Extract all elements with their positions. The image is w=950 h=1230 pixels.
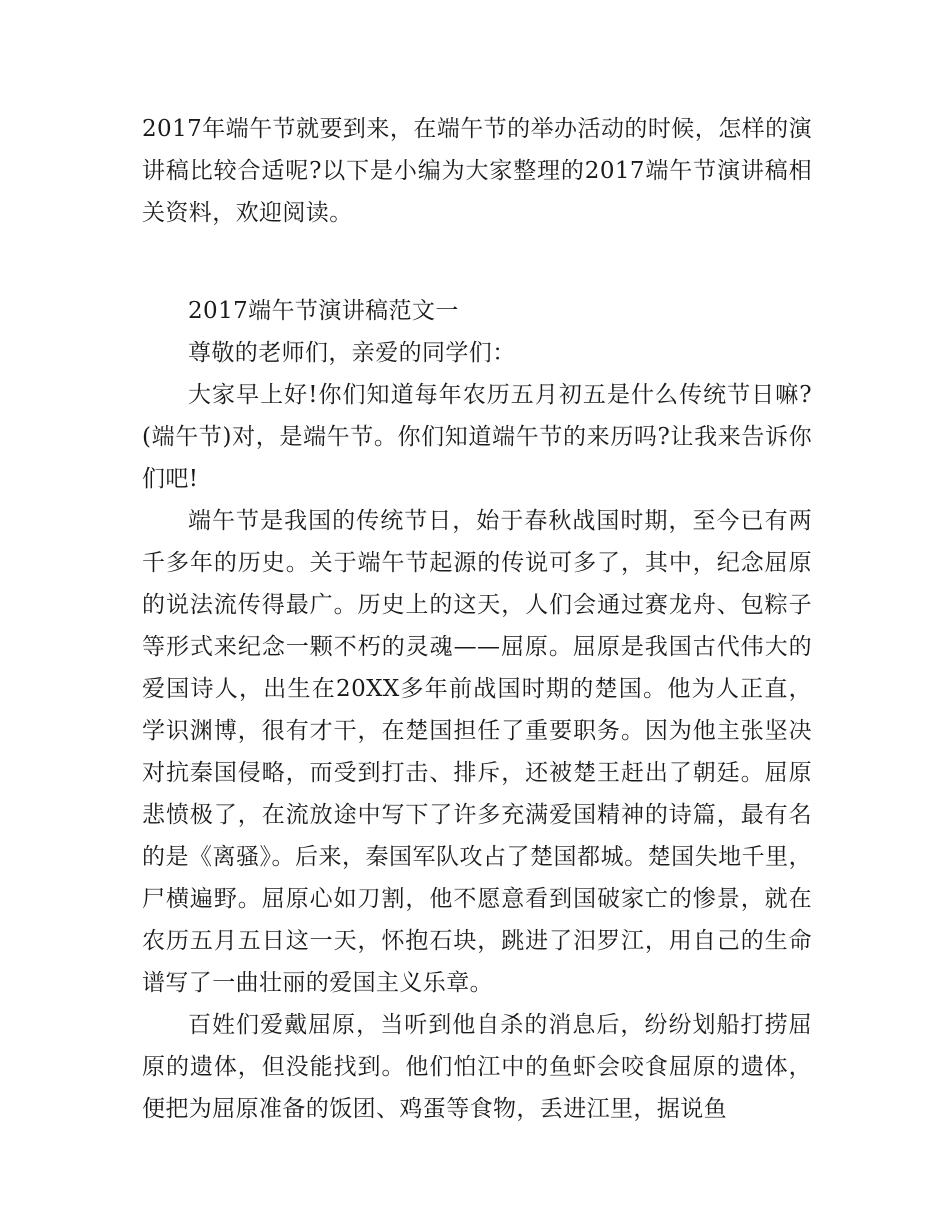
body-paragraph-2: 端午节是我国的传统节日，始于春秋战国时期，至今已有两千多年的历史。关于端午节起源的传说可多了，其中，纪念屈原的说法流传得最广。历史上的这天，人们会通过赛龙舟、包粽子等形式来纪念一颗不朽的灵魂——屈原。屈原是我国古代伟大的爱国诗人，出生在20XX多年前战国时期的楚国。他为人正直，学识渊博，很有才干，在楚国担任了重要职务。因为他主张坚决对抗秦国侵略，而受到打击、排斥，还被楚王赶出了朝廷。屈原悲愤极了，在流放途中写下了许多充满爱国精神的诗篇，最有名的是《离骚》。后来，秦国军队攻占了楚国都城。楚国失地千里，尸横遍野。屈原心如刀割，他不愿意看到国破家亡的惨景，就在农历五月五日这一天，怀抱石块，跳进了汨罗江，用自己的生命谱写了一曲壮丽的爱国主义乐章。 <box>142 508 812 996</box>
document-body <box>142 108 812 1130</box>
intro-paragraph: 2017年端午节就要到来，在端午节的举办活动的时候，怎样的演讲稿比较合适呢?以下是小编为大家整理的2017端午节演讲稿相关资料，欢迎阅读。 <box>142 116 812 226</box>
body-paragraph-3: 百姓们爱戴屈原，当听到他自杀的消息后，纷纷划船打捞屈原的遗体，但没能找到。他们怕江中的鱼虾会咬食屈原的遗体，便把为屈原准备的饭团、鸡蛋等食物，丢进江里，据说鱼 <box>142 1012 812 1122</box>
body-paragraph-1: 大家早上好!你们知道每年农历五月初五是什么传统节日嘛?(端午节)对，是端午节。你们知道端午节的来历吗?让我来告诉你们吧! <box>142 382 812 492</box>
speech-heading: 2017端午节演讲稿范文一 <box>188 298 459 324</box>
salutation: 尊敬的老师们，亲爱的同学们： <box>188 340 516 366</box>
